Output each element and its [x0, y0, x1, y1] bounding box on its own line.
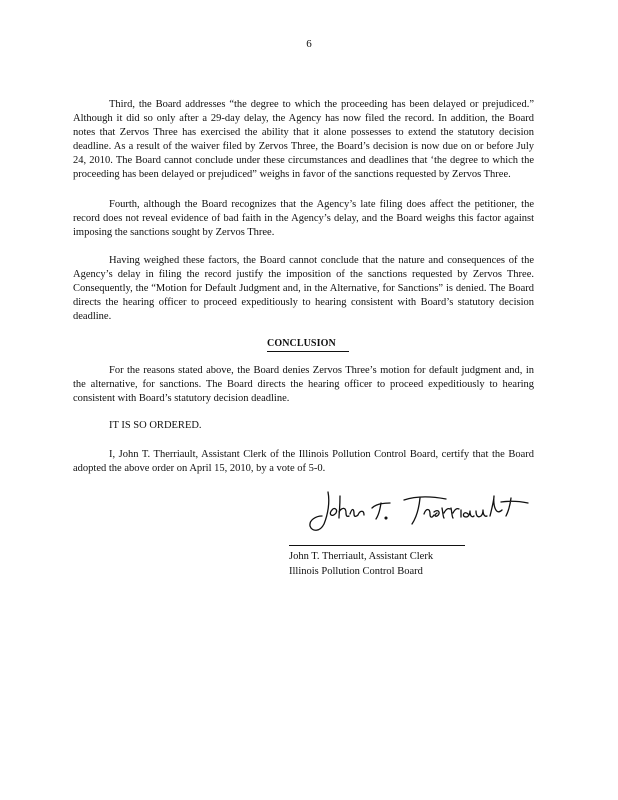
signature-name-block: [289, 549, 433, 579]
signer-name-title: John T. Therriault, Assistant Clerk: [289, 551, 434, 562]
conclusion-underline: [267, 351, 349, 352]
handwritten-signature: [306, 486, 546, 536]
paragraph-certification: I, John T. Therriault, Assistant Clerk of the Illinois Pollution Control Board, certify that the Board adopted the above order on April 15, 2010, by a vote of 5-0.: [73, 449, 534, 474]
signer-organization: Illinois Pollution Control Board: [289, 566, 423, 577]
page-number: 6: [306, 38, 312, 50]
conclusion-heading: CONCLUSION: [267, 338, 336, 349]
paragraph-conclusion: For the reasons stated above, the Board denies Zervos Three’s motion for default judgment and, in the alternative, for sanctions. The Board directs the hearing officer to proceed expeditiously to hearing consistent with Board’s statutory decision deadline.: [73, 365, 534, 404]
paragraph-third-factor: Third, the Board addresses “the degree to which the proceeding has been delayed or prejudiced.” Although it did so only after a 29-day delay, the Agency has now filed the record. In addition, the Board notes that Zervos Three has exercised the ability that it alone possesses to extend the statutory decision deadline. As a result of the waiver filed by Zervos Three, the Board’s decision is now due on or before July 24, 2010. The Board cannot conclude under these circumstances and deadlines that ‘the degree to which the proceeding has been delayed or prejudiced” weighs in favor of the sanctions requested by Zervos Three.: [73, 99, 534, 180]
paragraph-weighing: Having weighed these factors, the Board cannot conclude that the nature and consequences of the Agency’s delay in filing the record justify the imposition of the sanctions requested by Zervos Three. Consequently, the “Motion for Default Judgment and, in the Alternative, for Sanctions” is denied. The Board directs the hearing officer to proceed expeditiously to hearing consistent with Board’s statutory decision deadline.: [73, 255, 534, 322]
signature-rule: [289, 545, 465, 546]
so-ordered: IT IS SO ORDERED.: [109, 420, 202, 431]
paragraph-fourth-factor: Fourth, although the Board recognizes that the Agency’s late filing does affect the petitioner, the record does not reveal evidence of bad faith in the Agency’s delay, and the Board weighs this factor against imposing the sanctions sought by Zervos Three.: [73, 199, 534, 238]
